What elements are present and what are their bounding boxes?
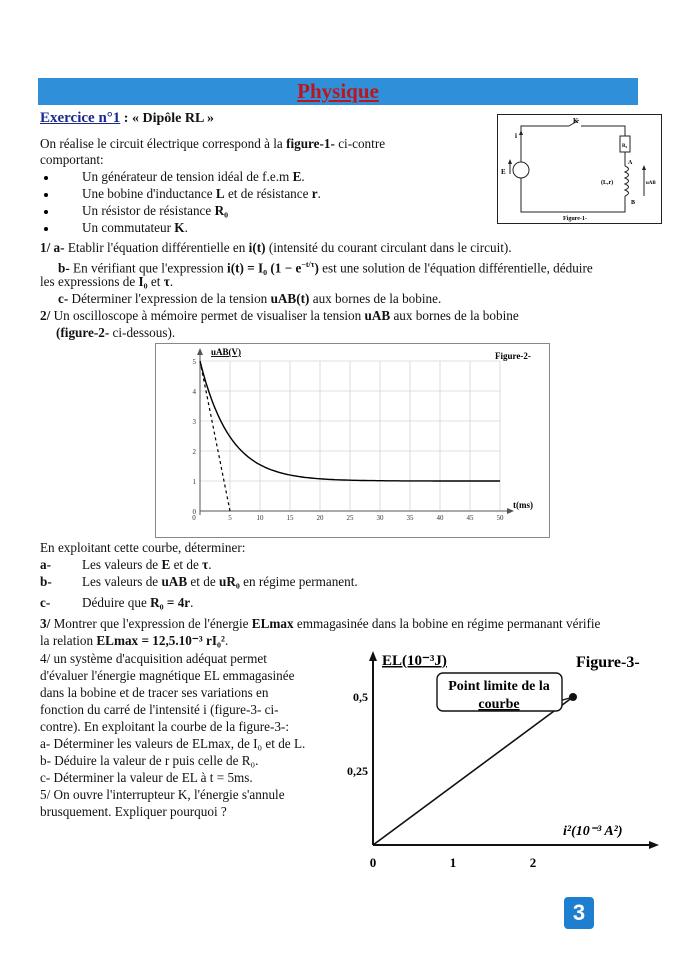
fig3-title: Figure-3-	[576, 654, 640, 671]
figure-1-caption: Figure-1-	[563, 216, 587, 222]
circuit-figure-1	[497, 114, 662, 224]
item-c: Déduire que R₀ = 4r.	[82, 595, 194, 610]
question-5-line2: brusquement. Expliquer pourquoi ?	[40, 804, 227, 819]
bullet-icon	[44, 210, 48, 214]
list-item: Un commutateur K.	[82, 220, 188, 235]
fig2-y-tick-label: 5	[192, 358, 196, 366]
question-4c: c- Déterminer la valeur de EL à t = 5ms.	[40, 770, 253, 785]
fig2-x-label: t(ms)	[513, 500, 533, 510]
exercise-heading: Exercice n°1 : « Dipôle RL »	[40, 110, 215, 126]
fig2-y-label: uAB(V)	[211, 347, 242, 357]
label-k: K	[573, 117, 579, 125]
fig3-y-label: EL(10⁻³J)	[382, 653, 447, 669]
label-a: A	[628, 160, 633, 166]
question-1c: c- Déterminer l'expression de la tension uAB(t) aux bornes de la bobine.	[58, 291, 442, 306]
fig2-x-tick-label: 35	[406, 514, 414, 522]
intro-line: On réalise le circuit électrique correspond à la figure-1- ci-contre	[40, 136, 386, 151]
fig2-x-tick-label: 30	[376, 514, 384, 522]
question-4a: a- Déterminer les valeurs de ELmax, de I₀ et de L.	[40, 736, 306, 751]
fig2-title: Figure-2-	[495, 351, 531, 361]
item-b-label: b-	[40, 574, 52, 589]
fig3-annotation-line2: courbe	[478, 697, 520, 712]
fig2-x-tick-label: 15	[286, 514, 294, 522]
question-1b: b- En vérifiant que l'expression i(t) = I₀ $(1 - e^{-t/\tau})$ est une solution de l'équation différentielle, déduire	[58, 260, 593, 276]
page-number-badge: 3	[564, 897, 594, 929]
question-1a: 1/ a- Etablir l'équation différentielle en i(t) (intensité du courant circulant dans le circuit).	[40, 240, 512, 255]
question-4b: b- Déduire la valeur de r puis celle de R₀.	[40, 753, 259, 768]
question-2-line2: (figure-2- ci-dessous).	[56, 325, 176, 340]
exploit-intro: En exploitant cette courbe, déterminer:	[40, 540, 246, 555]
list-item: Un résistor de résistance R₀	[82, 203, 229, 218]
figure-2-chart	[155, 343, 550, 538]
fig2-x-tick-label: 40	[436, 514, 444, 522]
list-item: Un générateur de tension idéal de f.e.m E.	[82, 169, 305, 184]
fig3-x-label: i²(10⁻³ A²)	[563, 824, 623, 839]
label-i: i	[515, 132, 517, 140]
item-a: Les valeurs de E et de τ.	[82, 557, 212, 572]
fig3-x-tick-label: 0	[369, 855, 377, 870]
figure-3-chart	[340, 645, 665, 880]
fig2-x-tick-label: 50	[496, 514, 504, 522]
fig3-annotation-line1: Point limite de la	[448, 679, 550, 694]
fig3-line-el	[373, 697, 573, 845]
fig2-y-tick-label: 4	[192, 388, 196, 396]
fig2-x-tick-label: 5	[228, 514, 232, 522]
bullet-icon	[44, 227, 48, 231]
page-title: Physique	[297, 79, 379, 103]
exercise-subtitle: « Dipôle RL »	[131, 111, 215, 126]
question-2: 2/ Un oscilloscope à mémoire permet de visualiser la tension uAB aux bornes de la bobine	[40, 308, 519, 323]
fig2-y-tick-label: 3	[192, 418, 196, 426]
question-5: 5/ On ouvre l'interrupteur K, l'énergie s'annule	[40, 787, 285, 802]
question-3: 3/ Montrer que l'expression de l'énergie ELmax emmagasinée dans la bobine en régime permanant vérifie	[40, 616, 601, 631]
question-4-line: dans la bobine et de tracer ses variations en	[40, 685, 269, 700]
item-c-label: c-	[40, 595, 51, 610]
question-4-line: 4/ un système d'acquisition adéquat permet	[40, 651, 267, 666]
fig3-x-arrow	[649, 841, 659, 849]
item-b: Les valeurs de uAB et de uR₀ en régime permanent.	[82, 574, 358, 589]
question-1b-line2: les expressions de I₀ et τ.	[40, 274, 174, 289]
fig3-y-tick-label: 0,25	[347, 764, 368, 778]
fig2-x-tick-label: 45	[466, 514, 474, 522]
list-item: Une bobine d'inductance L et de résistance r.	[82, 186, 321, 201]
label-b: B	[631, 200, 636, 206]
question-3-line2: la relation ELmax = 12,5.10⁻³ rI₀².	[40, 633, 229, 648]
exercise-title: Exercice n°1	[40, 110, 121, 126]
fig3-x-tick-label: 2	[529, 855, 537, 870]
question-4-line: contre). En exploitant la courbe de la figure-3-:	[40, 719, 289, 734]
bullet-icon	[44, 193, 48, 197]
question-4-line: fonction du carré de l'intensité i (figure-3- ci-	[40, 702, 279, 717]
label-lr: (L,r)	[601, 180, 614, 186]
fig2-y-tick-label: 1	[192, 478, 196, 486]
fig3-y-arrow	[369, 651, 377, 661]
fig2-x-tick-label: 20	[316, 514, 324, 522]
fig2-x-tick-label: 0	[192, 514, 196, 522]
fig3-y-tick-label: 0,5	[353, 690, 368, 704]
fig2-y-tick-label: 2	[192, 448, 196, 456]
generator-e	[513, 162, 529, 178]
title-banner	[38, 78, 638, 105]
label-e: E	[501, 168, 506, 176]
fig2-y-tick-label: 0	[192, 508, 196, 516]
bullet-icon	[44, 176, 48, 180]
intro-line-2: comportant:	[40, 152, 104, 167]
label-uab: uAB	[646, 181, 656, 186]
label-r0: R₀	[622, 144, 628, 149]
fig2-x-tick-label: 25	[346, 514, 354, 522]
fig3-x-tick-label: 1	[449, 855, 457, 870]
fig2-x-tick-label: 10	[256, 514, 264, 522]
item-a-label: a-	[40, 557, 51, 572]
question-4-line: d'évaluer l'énergie magnétique EL emmagasinée	[40, 668, 295, 683]
